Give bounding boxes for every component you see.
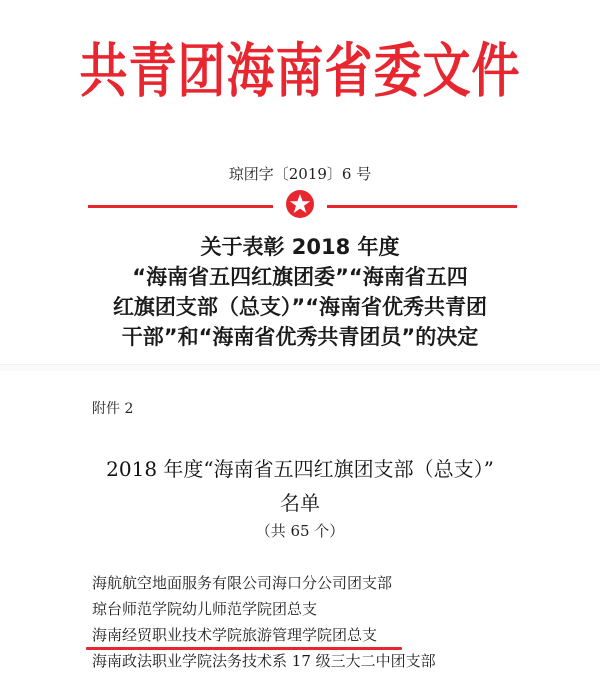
page-break-separator xyxy=(0,364,600,371)
red-underline-highlight xyxy=(86,647,402,650)
decision-title-line: “海南省五四红旗团委”“海南省五四 xyxy=(132,265,468,289)
document-number: 琼团字〔2019〕6 号 xyxy=(228,165,372,183)
decision-title-line: 关于表彰 2018 年度 xyxy=(200,235,400,259)
decision-title-line: 干部”和“海南省优秀共青团员”的决定 xyxy=(121,325,479,349)
red-divider-left xyxy=(88,205,273,208)
attachment-label: 附件 2 xyxy=(92,401,134,417)
red-star-icon xyxy=(285,189,315,219)
list-item: 海航航空地面服务有限公司海口分公司团支部 xyxy=(92,574,393,592)
list-title-line: 名单 xyxy=(280,491,320,515)
decision-title-line: 红旗团支部（总支）”“海南省优秀共青团 xyxy=(112,295,488,319)
red-divider-right xyxy=(327,205,517,208)
list-count: （共 65 个） xyxy=(255,522,345,540)
list-item: 海南政法职业学院法务技术系 17 级三大二中团支部 xyxy=(92,652,436,670)
highlighted-list-item: 海南经贸职业技术学院旅游管理学院团总支 xyxy=(92,626,378,644)
list-item: 琼台师范学院幼儿师范学院团总支 xyxy=(92,600,318,618)
masthead-title: 共青团海南省委文件 xyxy=(79,37,521,106)
decision-title xyxy=(0,232,600,352)
list-title-line: 2018 年度“海南省五四红旗团支部（总支）” xyxy=(106,457,494,481)
list-title xyxy=(0,452,600,520)
branch-list xyxy=(92,570,562,674)
